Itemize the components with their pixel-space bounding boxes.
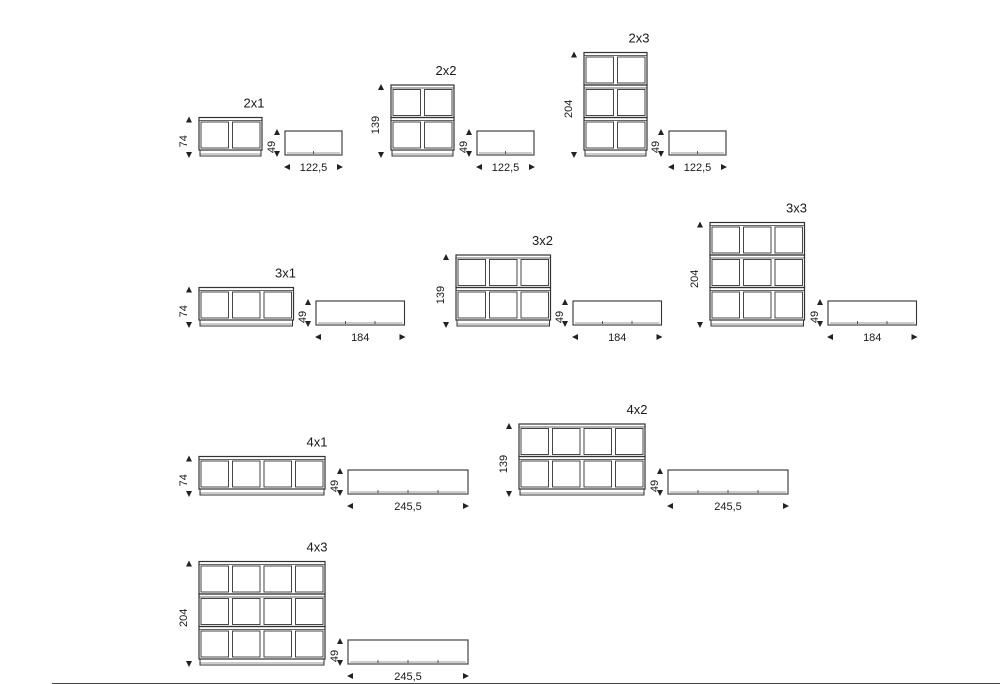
cube-cell [233, 122, 261, 148]
configuration-label: 4x1 [306, 434, 328, 450]
plan-view [573, 301, 662, 325]
cube-cell [296, 566, 324, 592]
cube-cell [425, 90, 453, 116]
width-label: 184 [608, 332, 627, 344]
cube-cell [712, 260, 740, 286]
width-dimension [667, 501, 789, 513]
depth-dimension [329, 468, 343, 496]
width-label: 245,5 [394, 501, 422, 513]
height-dimension [178, 287, 192, 329]
arrow-up-icon [443, 254, 449, 260]
depth-dimension [329, 638, 343, 666]
depth-label: 49 [266, 140, 278, 154]
arrow-down-icon [186, 491, 192, 497]
plan-view [348, 640, 468, 664]
cube-cell [744, 227, 772, 253]
depth-label: 49 [329, 479, 341, 493]
arrow-right-icon [463, 503, 469, 509]
arrow-up-icon [305, 299, 311, 305]
cube-cell [553, 461, 581, 487]
width-label: 122,5 [299, 162, 328, 174]
cube-cell [233, 631, 261, 657]
configuration-label: 3x3 [786, 200, 807, 216]
width-label: 122,5 [491, 162, 520, 174]
arrow-left-icon [668, 164, 674, 170]
depth-dimension [809, 299, 823, 327]
plan-outline [828, 301, 917, 325]
cube-cell [618, 122, 646, 148]
depth-label: 49 [650, 140, 662, 154]
width-dimension [284, 162, 343, 174]
plan-outline [316, 301, 405, 325]
depth-label: 49 [649, 479, 661, 493]
height-label: 74 [178, 135, 190, 148]
cube-cell [201, 599, 229, 625]
arrow-right-icon [912, 334, 918, 340]
arrow-right-icon [657, 334, 663, 340]
cube-cell [618, 57, 646, 83]
plan-outline [573, 301, 662, 325]
cube-cell [233, 599, 261, 625]
front-elevation [584, 53, 647, 157]
arrow-down-icon [378, 152, 384, 158]
arrow-up-icon [658, 129, 664, 135]
arrow-down-icon [186, 661, 192, 667]
configuration-label: 3x1 [275, 265, 296, 281]
cube-cell [296, 599, 324, 625]
arrow-left-icon [315, 334, 321, 340]
cube-cell [233, 292, 261, 318]
width-label: 245,5 [394, 671, 422, 683]
arrow-up-icon [697, 222, 703, 228]
cube-cell [201, 566, 229, 592]
arrow-right-icon [783, 503, 789, 509]
arrow-left-icon [284, 164, 290, 170]
cube-cell [616, 429, 644, 455]
depth-dimension [297, 299, 311, 327]
configuration-4x1 [178, 435, 469, 514]
depth-dimension [266, 129, 280, 157]
arrow-up-icon [657, 468, 663, 474]
cube-cell [264, 461, 292, 487]
cube-cell [264, 631, 292, 657]
plinth [585, 150, 646, 156]
arrow-up-icon [337, 638, 343, 644]
depth-dimension [458, 129, 472, 157]
cube-cell [233, 566, 261, 592]
arrow-left-icon [572, 334, 578, 340]
plinth [520, 489, 644, 495]
arrow-right-icon [721, 164, 727, 170]
depth-label: 49 [458, 140, 470, 154]
cube-cell [296, 461, 324, 487]
configuration-3x2 [435, 233, 663, 344]
depth-label: 49 [809, 310, 821, 324]
configuration-label: 2x1 [243, 95, 265, 111]
arrow-up-icon [274, 129, 280, 135]
arrow-down-icon [443, 322, 449, 328]
arrow-left-icon [476, 164, 482, 170]
width-label: 184 [863, 332, 882, 344]
width-dimension [827, 332, 918, 344]
height-dimension [498, 423, 512, 497]
configuration-3x1 [178, 266, 406, 345]
cube-cell [744, 292, 772, 318]
cube-cell [712, 227, 740, 253]
cube-cell [775, 260, 803, 286]
plan-view [285, 131, 342, 155]
configuration-3x3 [689, 201, 918, 345]
plinth [711, 320, 804, 326]
arrow-left-icon [347, 673, 353, 679]
cube-cell [264, 599, 292, 625]
plan-view [348, 470, 468, 494]
cube-cell [744, 260, 772, 286]
cube-cell [521, 292, 549, 318]
arrow-up-icon [562, 299, 568, 305]
arrow-up-icon [378, 84, 384, 90]
height-dimension [563, 52, 577, 159]
width-label: 245,5 [714, 501, 742, 513]
height-label: 139 [435, 285, 447, 305]
arrow-up-icon [186, 287, 192, 293]
arrow-down-icon [697, 322, 703, 328]
arrow-left-icon [827, 334, 833, 340]
cube-cell [490, 260, 518, 286]
height-dimension [689, 222, 703, 329]
plinth [200, 320, 293, 326]
configuration-4x2 [498, 402, 789, 513]
configuration-label: 2x3 [628, 30, 650, 46]
arrow-up-icon [817, 299, 823, 305]
plan-view [316, 301, 405, 325]
arrow-right-icon [337, 164, 343, 170]
depth-label: 49 [297, 310, 309, 324]
cube-cell [458, 260, 486, 286]
front-elevation [519, 424, 645, 495]
arrow-up-icon [466, 129, 472, 135]
configuration-label: 4x2 [626, 402, 648, 417]
depth-label: 49 [554, 310, 566, 324]
plinth [392, 150, 453, 156]
cube-cell [490, 292, 518, 318]
cube-cell [201, 631, 229, 657]
width-dimension [572, 332, 663, 344]
arrow-up-icon [186, 456, 192, 462]
configuration-2x3 [563, 31, 727, 175]
arrow-up-icon [186, 561, 192, 567]
width-dimension [668, 162, 727, 174]
depth-label: 49 [329, 649, 341, 663]
width-label: 122,5 [683, 162, 712, 174]
arrow-right-icon [463, 673, 469, 679]
arrow-up-icon [571, 52, 577, 58]
depth-dimension [554, 299, 568, 327]
cube-cell [584, 461, 612, 487]
plan-view [669, 131, 726, 155]
cube-cell [458, 292, 486, 318]
front-elevation [199, 288, 294, 327]
height-label: 139 [370, 115, 382, 135]
height-label: 74 [178, 305, 190, 318]
plinth [200, 150, 261, 156]
cube-cell [296, 631, 324, 657]
arrow-up-icon [506, 423, 512, 429]
plinth [457, 320, 550, 326]
cube-cell [712, 292, 740, 318]
cube-cell [618, 90, 646, 116]
cube-cell [521, 260, 549, 286]
width-dimension [347, 501, 469, 513]
arrow-right-icon [400, 334, 406, 340]
arrow-left-icon [667, 503, 673, 509]
depth-dimension [650, 129, 664, 157]
plinth [200, 489, 324, 495]
depth-dimension [649, 468, 663, 496]
width-label: 184 [351, 332, 370, 344]
width-dimension [315, 332, 406, 344]
height-dimension [435, 254, 449, 328]
arrow-down-icon [506, 491, 512, 497]
configuration-2x2 [370, 63, 535, 174]
cube-cell [586, 90, 614, 116]
cube-cell [425, 122, 453, 148]
height-label: 204 [563, 99, 575, 118]
plan-view [828, 301, 917, 325]
cube-cell [586, 122, 614, 148]
height-dimension [370, 84, 384, 158]
plinth [200, 659, 324, 665]
height-dimension [178, 561, 192, 668]
height-dimension [178, 456, 192, 498]
arrow-up-icon [337, 468, 343, 474]
plan-view [668, 470, 788, 494]
front-elevation [710, 223, 805, 327]
cube-cell [616, 461, 644, 487]
arrow-right-icon [529, 164, 535, 170]
front-elevation [456, 255, 551, 326]
front-elevation [199, 118, 262, 157]
configuration-2x1 [178, 96, 343, 175]
cube-cell [584, 429, 612, 455]
arrow-down-icon [571, 152, 577, 158]
arrow-down-icon [186, 152, 192, 158]
cube-cell [201, 461, 229, 487]
cube-cell [521, 461, 549, 487]
front-elevation [199, 457, 325, 496]
cube-cell [553, 429, 581, 455]
width-dimension [476, 162, 535, 174]
configuration-label: 3x2 [532, 233, 553, 248]
arrow-up-icon [186, 117, 192, 123]
cube-cell [233, 461, 261, 487]
cube-cell [393, 122, 421, 148]
arrow-left-icon [347, 503, 353, 509]
front-elevation [391, 85, 454, 156]
height-label: 204 [178, 608, 190, 627]
cube-cell [201, 122, 229, 148]
height-dimension [178, 117, 192, 159]
cube-cell [264, 292, 292, 318]
width-dimension [347, 671, 469, 683]
cube-cell [775, 227, 803, 253]
cube-cell [393, 90, 421, 116]
cube-cell [775, 292, 803, 318]
configuration-label: 2x2 [435, 63, 457, 78]
height-label: 139 [498, 454, 510, 474]
arrow-down-icon [186, 322, 192, 328]
height-label: 204 [689, 269, 701, 288]
cube-cell [201, 292, 229, 318]
plan-view [477, 131, 534, 155]
cube-cell [586, 57, 614, 83]
front-elevation [199, 562, 325, 666]
cube-cell [521, 429, 549, 455]
configuration-label: 4x3 [306, 539, 328, 555]
cube-cell [264, 566, 292, 592]
configuration-4x3 [178, 540, 469, 684]
height-label: 74 [178, 474, 190, 487]
